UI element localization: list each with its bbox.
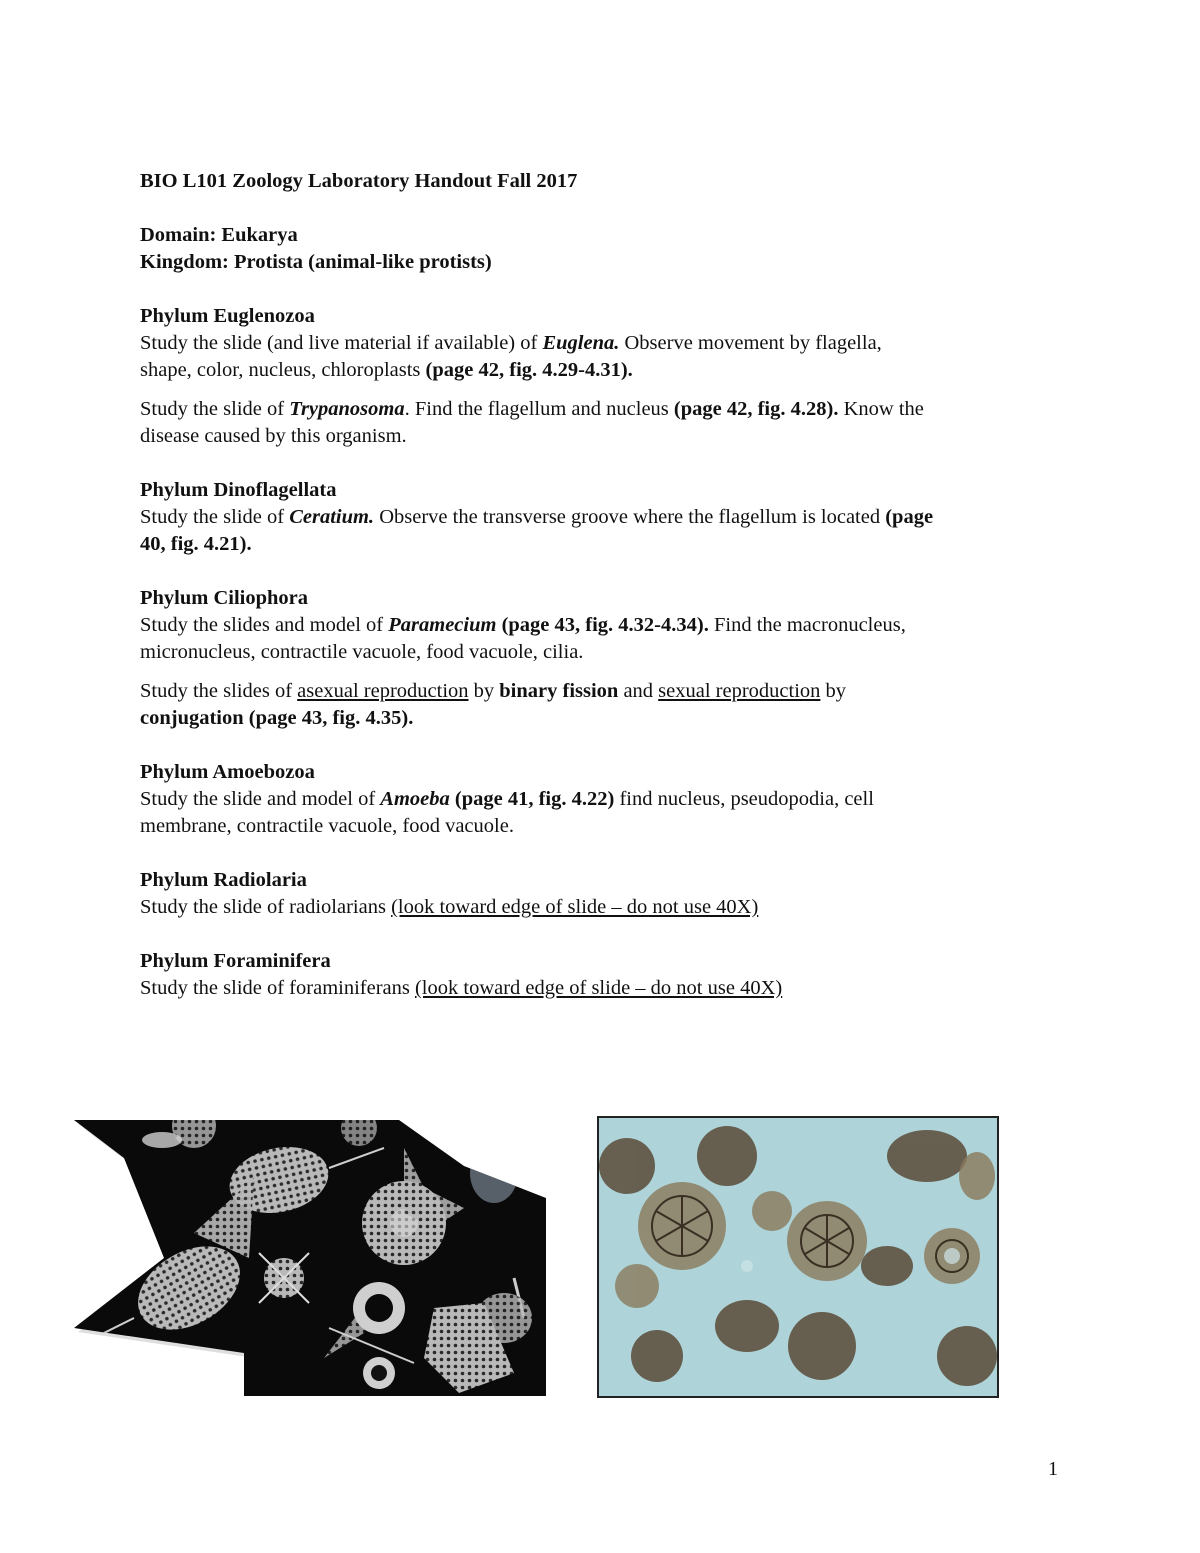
paramecium-text bbox=[140, 612, 1070, 639]
text-span: Study the slides and model of bbox=[140, 614, 389, 636]
page-reference: (page 42, fig. 4.29-4.31). bbox=[425, 359, 633, 381]
radiolaria-note: (look toward edge of slide – do not use 40X) bbox=[391, 896, 759, 918]
page-reference: (page 41, fig. 4.22) bbox=[449, 788, 615, 810]
foraminifera-text bbox=[140, 975, 1070, 1002]
euglenozoa-heading: Phylum Euglenozoa bbox=[140, 305, 315, 327]
ciliophora-heading: Phylum Ciliophora bbox=[140, 587, 309, 609]
text-span: Study the slide and model of bbox=[140, 788, 381, 810]
euglenozoa-text bbox=[140, 357, 1070, 384]
domain-line: Domain: Eukarya bbox=[140, 224, 298, 246]
page-title: BIO L101 Zoology Laboratory Handout Fall 2017 bbox=[140, 170, 578, 192]
page-reference: (page 42, fig. 4.28). bbox=[673, 398, 839, 420]
dinoflagellata-text bbox=[140, 504, 1070, 531]
text-span: by bbox=[468, 680, 500, 702]
page-reference: 40, fig. 4.21). bbox=[140, 533, 252, 555]
dinoflagellata-heading: Phylum Dinoflagellata bbox=[140, 479, 337, 501]
reproduction-text bbox=[140, 678, 1070, 705]
paramecium-text: micronucleus, contractile vacuole, food vacuole, cilia. bbox=[140, 641, 584, 663]
text-span: shape, color, nucleus, chloroplasts bbox=[140, 359, 426, 381]
kingdom-line: Kingdom: Protista (animal-like protists) bbox=[140, 251, 492, 273]
text-span: by bbox=[820, 680, 847, 702]
amoebozoa-heading: Phylum Amoebozoa bbox=[140, 761, 315, 783]
radiolaria-text bbox=[140, 894, 1070, 921]
trypanosoma-text bbox=[140, 396, 1070, 423]
radiolaria-heading: Phylum Radiolaria bbox=[140, 869, 307, 891]
text-span: Observe movement by flagella, bbox=[619, 332, 882, 354]
conjugation-reference: conjugation (page 43, fig. 4.35). bbox=[140, 707, 414, 729]
amoeba-text: membrane, contractile vacuole, food vacuole. bbox=[140, 815, 514, 837]
text-span: and bbox=[618, 680, 659, 702]
organism-paramecium: Paramecium bbox=[388, 614, 497, 636]
binary-fission-term: binary fission bbox=[499, 680, 619, 702]
text-span: Observe the transverse groove where the flagellum is located bbox=[374, 506, 886, 528]
organism-trypanosoma: Trypanosoma bbox=[289, 398, 405, 420]
euglenozoa-text bbox=[140, 330, 1070, 357]
organism-amoeba: Amoeba bbox=[380, 788, 450, 810]
text-span: Study the slide of foraminiferans bbox=[140, 977, 415, 999]
text-span: Study the slides of bbox=[140, 680, 298, 702]
radiolarian-image bbox=[74, 1118, 546, 1396]
text-span: . Find the flagellum and nucleus bbox=[404, 398, 674, 420]
text-span: find nucleus, pseudopodia, cell bbox=[614, 788, 874, 810]
text-span: Study the slide (and live material if available) of bbox=[140, 332, 543, 354]
text-span: Find the macronucleus, bbox=[708, 614, 906, 636]
text-span: Know the bbox=[838, 398, 924, 420]
text-span: Study the slide of bbox=[140, 506, 290, 528]
asexual-reproduction-term: asexual reproduction bbox=[297, 680, 469, 702]
text-span: Study the slide of bbox=[140, 398, 290, 420]
page-number: 1 bbox=[1048, 1458, 1058, 1480]
foraminiferan-image bbox=[597, 1116, 999, 1398]
amoeba-text bbox=[140, 786, 1070, 813]
page-reference: (page 43, fig. 4.32-4.34). bbox=[496, 614, 709, 636]
organism-ceratium: Ceratium. bbox=[289, 506, 375, 528]
foraminifera-note: (look toward edge of slide – do not use 40X) bbox=[414, 977, 783, 999]
trypanosoma-text: disease caused by this organism. bbox=[140, 425, 407, 447]
organism-euglena: Euglena. bbox=[542, 332, 620, 354]
handout-body bbox=[140, 168, 1070, 1002]
text-span: Study the slide of radiolarians bbox=[140, 896, 392, 918]
sexual-reproduction-term: sexual reproduction bbox=[658, 680, 821, 702]
foraminifera-heading: Phylum Foraminifera bbox=[140, 950, 331, 972]
page-reference: (page bbox=[885, 506, 934, 528]
